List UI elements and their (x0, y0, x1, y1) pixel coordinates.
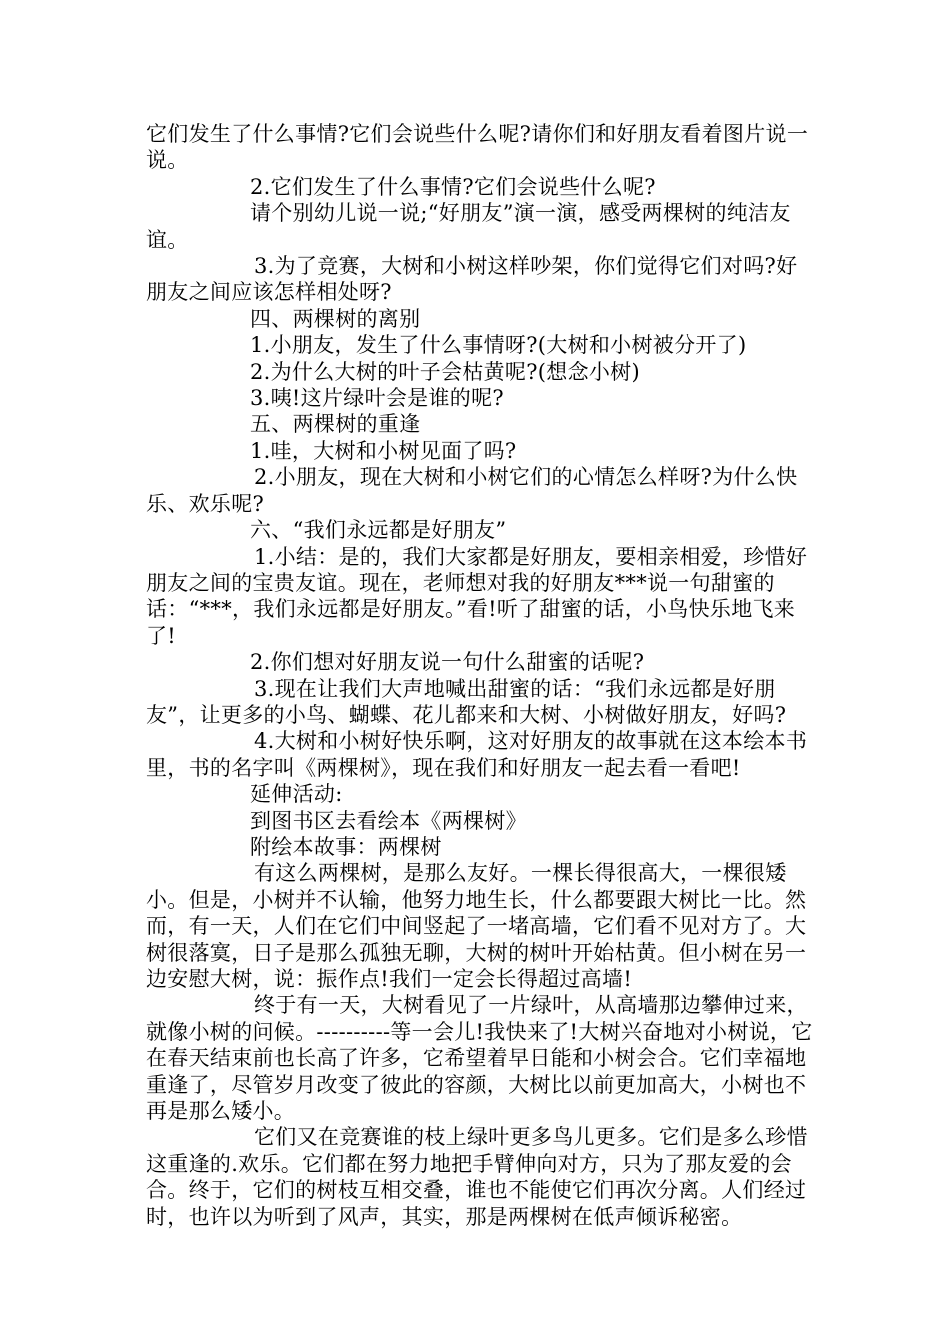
paragraph: 3.为了竞赛，大树和小树这样吵架，你们觉得它们对吗?好朋友之间应该怎样相处呀? (146, 254, 798, 305)
section-heading: 延伸活动: (250, 782, 343, 807)
paragraph: 请个别幼儿说一说;“好朋友”演一演，感受两棵树的纯洁友谊。 (146, 201, 791, 252)
paragraph: 2.小朋友，现在大树和小树它们的心情怎么样呀?为什么快乐、欢乐呢? (146, 465, 798, 516)
paragraph: 4.大树和小树好快乐啊，这对好朋友的故事就在这本绘本书里，书的名字叫《两棵树》，现在我们和好朋友一起去看一看吧! (146, 729, 808, 780)
story-paragraph: 它们又在竞赛谁的枝上绿叶更多鸟儿更多。它们是多么珍惜这重逢的.欢乐。它们都在努力地把手臂伸向对方，只为了那友爱的会合。终于，它们的树枝互相交叠，谁也不能使它们再次分离。人们经过时，也许以为听到了风声，其实，那是两棵树在低声倾诉秘密。 (146, 1125, 808, 1229)
section-heading: 六、“我们永远都是好朋友” (250, 518, 507, 543)
paragraph: 1.小结：是的，我们大家都是好朋友，要相亲相爱，珍惜好朋友之间的宝贵友谊。现在，老师想对我的好朋友***说一句甜蜜的话：“***，我们永远都是好朋友。”看!听了甜蜜的话，小鸟快乐地飞来了! (146, 544, 808, 648)
paragraph: 它们发生了什么事情?它们会说些什么呢?请你们和好朋友看着图片说一说。 (146, 122, 809, 173)
paragraph: 3.咦!这片绿叶会是谁的呢? (250, 386, 504, 411)
paragraph: 2.为什么大树的叶子会枯黄呢?(想念小树) (250, 359, 640, 384)
story-paragraph: 终于有一天，大树看见了一片绿叶，从高墙那边攀伸过来，就像小树的问候。----------等一会儿!我快来了!大树兴奋地对小树说，它在春天结束前也长高了许多，它希望着早日能和小树会合。它们幸福地重逢了，尽管岁月改变了彼此的容颜，大树比以前更加高大，小树也不再是那么矮小。 (146, 993, 813, 1124)
paragraph: 1.哇，大树和小树见面了吗? (250, 438, 517, 463)
paragraph: 2.你们想对好朋友说一句什么甜蜜的话呢? (250, 650, 645, 675)
paragraph: 到图书区去看绘本《两棵树》 (250, 808, 527, 833)
section-heading: 五、两棵树的重逢 (250, 412, 421, 437)
paragraph: 3.现在让我们大声地喊出甜蜜的话：“我们永远都是好朋友”，让更多的小鸟、蝴蝶、花儿都来和大树、小树做好朋友，好吗? (146, 676, 787, 727)
paragraph: 1.小朋友，发生了什么事情呀?(大树和小树被分开了) (250, 333, 747, 358)
document-body (146, 121, 818, 1230)
paragraph: 2.它们发生了什么事情?它们会说些什么呢? (250, 174, 656, 199)
section-heading: 附绘本故事：两棵树 (250, 834, 442, 859)
story-paragraph: 有这么两棵树，是那么友好。一棵长得很高大，一棵很矮小。但是，小树并不认输，他努力地生长，什么都要跟大树比一比。然而，有一天，人们在它们中间竖起了一堵高墙，它们看不见对方了。大树很落寞，日子是那么孤独无聊，大树的树叶开始枯黄。但小树在另一边安慰大树，说：振作点!我们一定会长得超过高墙! (146, 861, 807, 991)
section-heading: 四、两棵树的离别 (250, 306, 421, 331)
